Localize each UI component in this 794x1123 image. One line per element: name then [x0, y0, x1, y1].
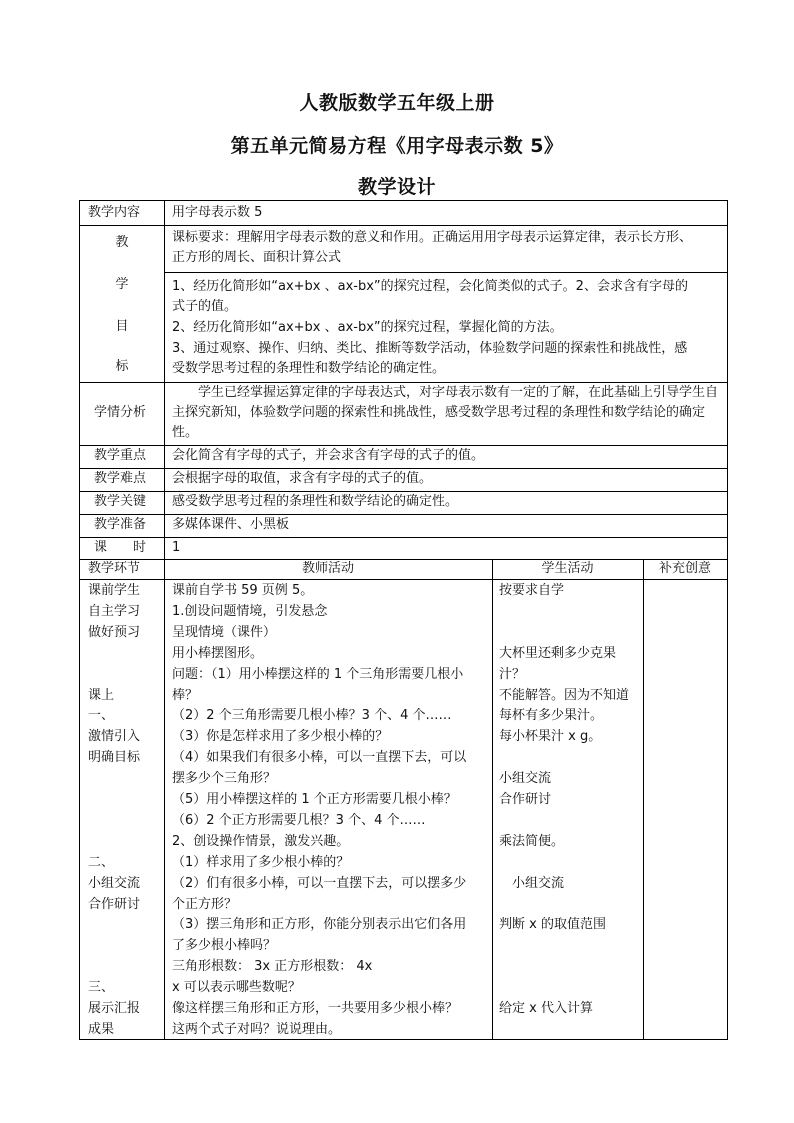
stage-line: 做好预习 [88, 624, 141, 640]
teacher-line: 棒？ [172, 687, 199, 703]
label-prep: 教学准备 [94, 517, 147, 532]
student-line: 按要求自学 [499, 583, 565, 598]
teacher-line: 个正方形？ [172, 896, 238, 912]
stage-line: 自主学习 [88, 603, 141, 619]
label-goals-1: 教 [115, 235, 129, 250]
stage-line: 一、 [88, 708, 115, 724]
lesson-table [79, 200, 728, 1040]
column-divider [643, 559, 644, 1039]
label-goals-2: 学 [115, 277, 129, 292]
doc-heading: 教学设计 [357, 176, 436, 198]
goals-item-line: 式子的值。 [172, 299, 238, 314]
goals-standard-line: 正方形的周长、面积计算公式 [172, 250, 342, 265]
value-content: 用字母表示数 5 [172, 205, 263, 220]
teacher-line: （3）摆三角形和正方形，你能分别表示出它们各用 [172, 917, 467, 933]
header-student: 学生活动 [541, 561, 594, 576]
stage-line: 展示汇报 [88, 1001, 141, 1016]
goals-item-line: 3、通过观察、操作、归纳、类比、推断等数学活动，体验数学问题的探索性和挑战性，感 [172, 341, 688, 356]
teacher-line: （3）你是怎样求用了多少根小棒的？ [172, 729, 389, 745]
header-teacher: 教师活动 [301, 561, 354, 576]
value-crux: 感受数学思考过程的条理性和数学结论的确定性。 [172, 494, 459, 509]
row-divider [164, 272, 727, 273]
student-line: 给定 x 代入计算 [499, 1001, 593, 1016]
value-analysis: 学生已经掌握运算定律的字母表达式，对字母表示数有一定的了解，在此基础上引导学生自主探究新知，体验数学问题的探索性和挑战性，感受数学思考过程的条理性和数学结论的确定性。 [172, 385, 719, 440]
teacher-line: 1.创设问题情境，引发悬念 [172, 603, 328, 619]
value-difficulty: 会根据字母的取值，求含有字母的式子的值。 [172, 471, 433, 486]
value-prep: 多媒体课件、小黑板 [172, 517, 290, 532]
teacher-line: 用小棒摆图形。 [172, 645, 264, 661]
label-key: 教学重点 [94, 448, 147, 463]
stage-line: 三、 [88, 980, 115, 996]
teacher-line: （4）如果我们有很多小棒，可以一直摆下去，可以 [172, 750, 467, 766]
teacher-line: （1）样求用了多少根小棒的？ [172, 854, 350, 870]
label-difficulty: 教学难点 [94, 471, 147, 486]
row-divider [80, 225, 727, 226]
column-divider [164, 201, 165, 1039]
teacher-line: 三角形根数： 3x 正方形根数： 4x [172, 959, 373, 975]
doc-title: 人教版数学五年级上册 [299, 92, 495, 114]
student-line: 每杯有多少果汁。 [499, 708, 604, 724]
student-line: 每小杯果汁 x g。 [499, 729, 602, 745]
row-divider [80, 579, 727, 580]
stage-line: 激情引入 [88, 729, 141, 745]
teacher-line: 课前自学书 59 页例 5。 [172, 583, 314, 598]
teacher-line: 了多少根小棒吗？ [172, 938, 277, 954]
student-line: 乘法简便。 [499, 833, 565, 849]
teacher-line: 2、创设操作情景，激发兴趣。 [172, 833, 350, 849]
stage-line: 合作研讨 [88, 896, 141, 912]
header-stage: 教学环节 [88, 561, 141, 576]
teacher-line: 呈现情境（课件） [172, 624, 277, 640]
label-goals-4: 标 [115, 359, 129, 374]
teacher-line: 问题：（1）用小棒摆这样的 1 个三角形需要几根小 [172, 666, 464, 682]
column-divider [492, 559, 493, 1039]
value-hours: 1 [172, 540, 181, 555]
student-line: 大杯里还剩多少克果 [499, 645, 617, 661]
label-crux: 教学关键 [94, 494, 147, 509]
student-line: 不能解答。因为不知道 [499, 687, 630, 703]
stage-line: 小组交流 [88, 875, 141, 891]
stage-line: 明确目标 [88, 750, 141, 766]
teacher-line: （5）用小棒摆这样的 1 个正方形需要几根小棒？ [172, 792, 457, 807]
goals-item-line: 1、经历化简形如“ax+bx 、ax-bx”的探究过程，会化简类似的式子。2、会求含有字母的 [172, 279, 688, 294]
stage-line: 课前学生 [88, 583, 141, 598]
header-extra: 补充创意 [658, 561, 711, 576]
teacher-line: 像这样摆三角形和正方形，一共要用多少根小棒？ [172, 1001, 459, 1016]
student-line: 汁？ [499, 666, 526, 682]
student-line: 小组交流 [499, 771, 552, 787]
teacher-line: （6）2 个正方形需要几根？3 个、4 个…… [172, 812, 426, 828]
label-hours: 课 时 [94, 540, 147, 555]
teacher-line: 摆多少个三角形？ [172, 771, 277, 787]
teacher-line: （2）2 个三角形需要几根小棒？3 个、4 个…… [172, 708, 452, 724]
stage-line: 课上 [88, 687, 115, 703]
goals-item-line: 2、经历化简形如“ax+bx 、ax-bx”的探究过程，掌握化简的方法。 [172, 320, 563, 335]
teacher-line: （2）们有很多小棒，可以一直摆下去，可以摆多少 [172, 875, 467, 891]
label-goals-3: 目 [115, 319, 129, 334]
label-content: 教学内容 [88, 205, 141, 220]
student-line: 合作研讨 [499, 792, 552, 807]
student-line: 小组交流 [499, 875, 565, 891]
teacher-line: 这两个式子对吗？说说理由。 [172, 1021, 342, 1037]
goals-item-line: 受数学思考过程的条理性和数学结论的确定性。 [172, 361, 446, 376]
doc-subtitle: 第五单元简易方程《用字母表示数 5》 [230, 135, 564, 157]
student-line: 判断 x 的取值范围 [499, 917, 606, 933]
goals-standard-line: 课标要求：理解用字母表示数的意义和作用。正确运用用字母表示运算定律，表示长方形、 [172, 230, 693, 245]
value-key: 会化简含有字母的式子，并会求含有字母的式子的值。 [172, 448, 485, 463]
label-analysis: 学情分析 [94, 405, 147, 420]
stage-line: 成果 [88, 1021, 115, 1037]
teacher-line: x 可以表示哪些数呢？ [172, 980, 301, 996]
stage-line: 二、 [88, 854, 115, 870]
